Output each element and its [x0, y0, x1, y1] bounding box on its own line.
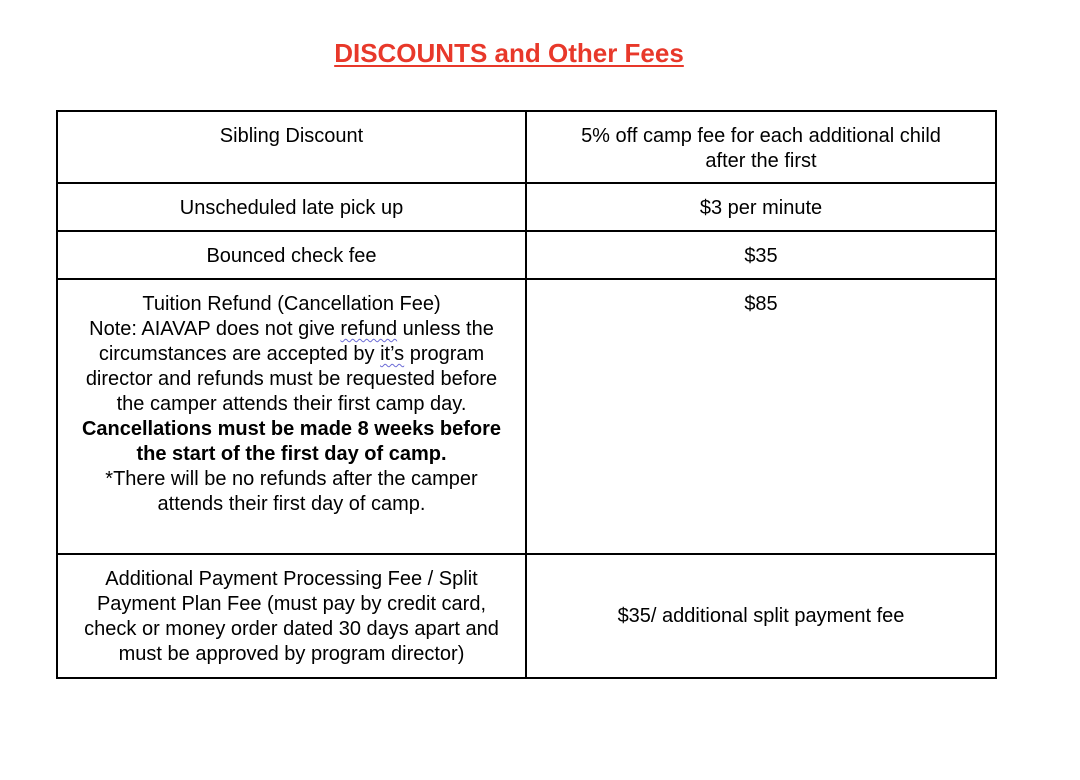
refund-note-word: it’s	[380, 343, 405, 365]
cancellation-deadline-note: Cancellations must be made 8 weeks before the start of the first day of camp.	[81, 418, 502, 465]
fee-value-line: after the first	[705, 150, 817, 172]
table-row	[57, 183, 996, 231]
refund-note-text: unless the circumstances are accepted by	[98, 318, 494, 365]
table-row	[57, 279, 996, 554]
fee-item-cell	[57, 183, 526, 231]
refund-note	[72, 317, 511, 417]
table-row	[57, 554, 996, 678]
fee-item-label: Sibling Discount	[219, 125, 364, 147]
page-title: DISCOUNTS and Other Fees	[334, 38, 684, 68]
fee-value-line: 5% off camp fee for each additional child	[581, 125, 941, 147]
fee-value: $35/ additional split payment fee	[617, 604, 905, 627]
fees-table	[56, 110, 997, 679]
fee-item-cell	[57, 111, 526, 183]
fee-item-cell	[57, 279, 526, 554]
refund-heading: Tuition Refund (Cancellation Fee)	[142, 293, 441, 315]
fee-item-label: Additional Payment Processing Fee / Split Payment Plan Fee (must pay by credit card, check or money order dated 30 days apart and must be approved by program director)	[84, 568, 499, 665]
fee-value: $85	[744, 293, 778, 315]
table-row	[57, 111, 996, 183]
fee-value-cell	[526, 279, 996, 554]
table-row	[57, 231, 996, 279]
fee-item-cell	[57, 231, 526, 279]
fee-value-cell	[526, 183, 996, 231]
fee-item-label: Bounced check fee	[206, 245, 377, 267]
refund-note-text: program director and refunds must be requested before the camper attends their first camp day.	[85, 343, 498, 415]
fee-item-label: Unscheduled late pick up	[179, 197, 404, 219]
fee-value-cell	[526, 554, 996, 678]
refund-note-text: Note: AIAVAP does not give	[89, 318, 341, 340]
fee-value-cell	[526, 111, 996, 183]
fee-item-cell	[57, 554, 526, 678]
fee-value: $35	[744, 245, 778, 267]
no-refund-note: *There will be no refunds after the camper attends their first day of camp.	[105, 468, 478, 515]
fee-value-cell	[526, 231, 996, 279]
refund-note-word: refund	[340, 318, 398, 340]
fee-value: $3 per minute	[699, 197, 823, 219]
